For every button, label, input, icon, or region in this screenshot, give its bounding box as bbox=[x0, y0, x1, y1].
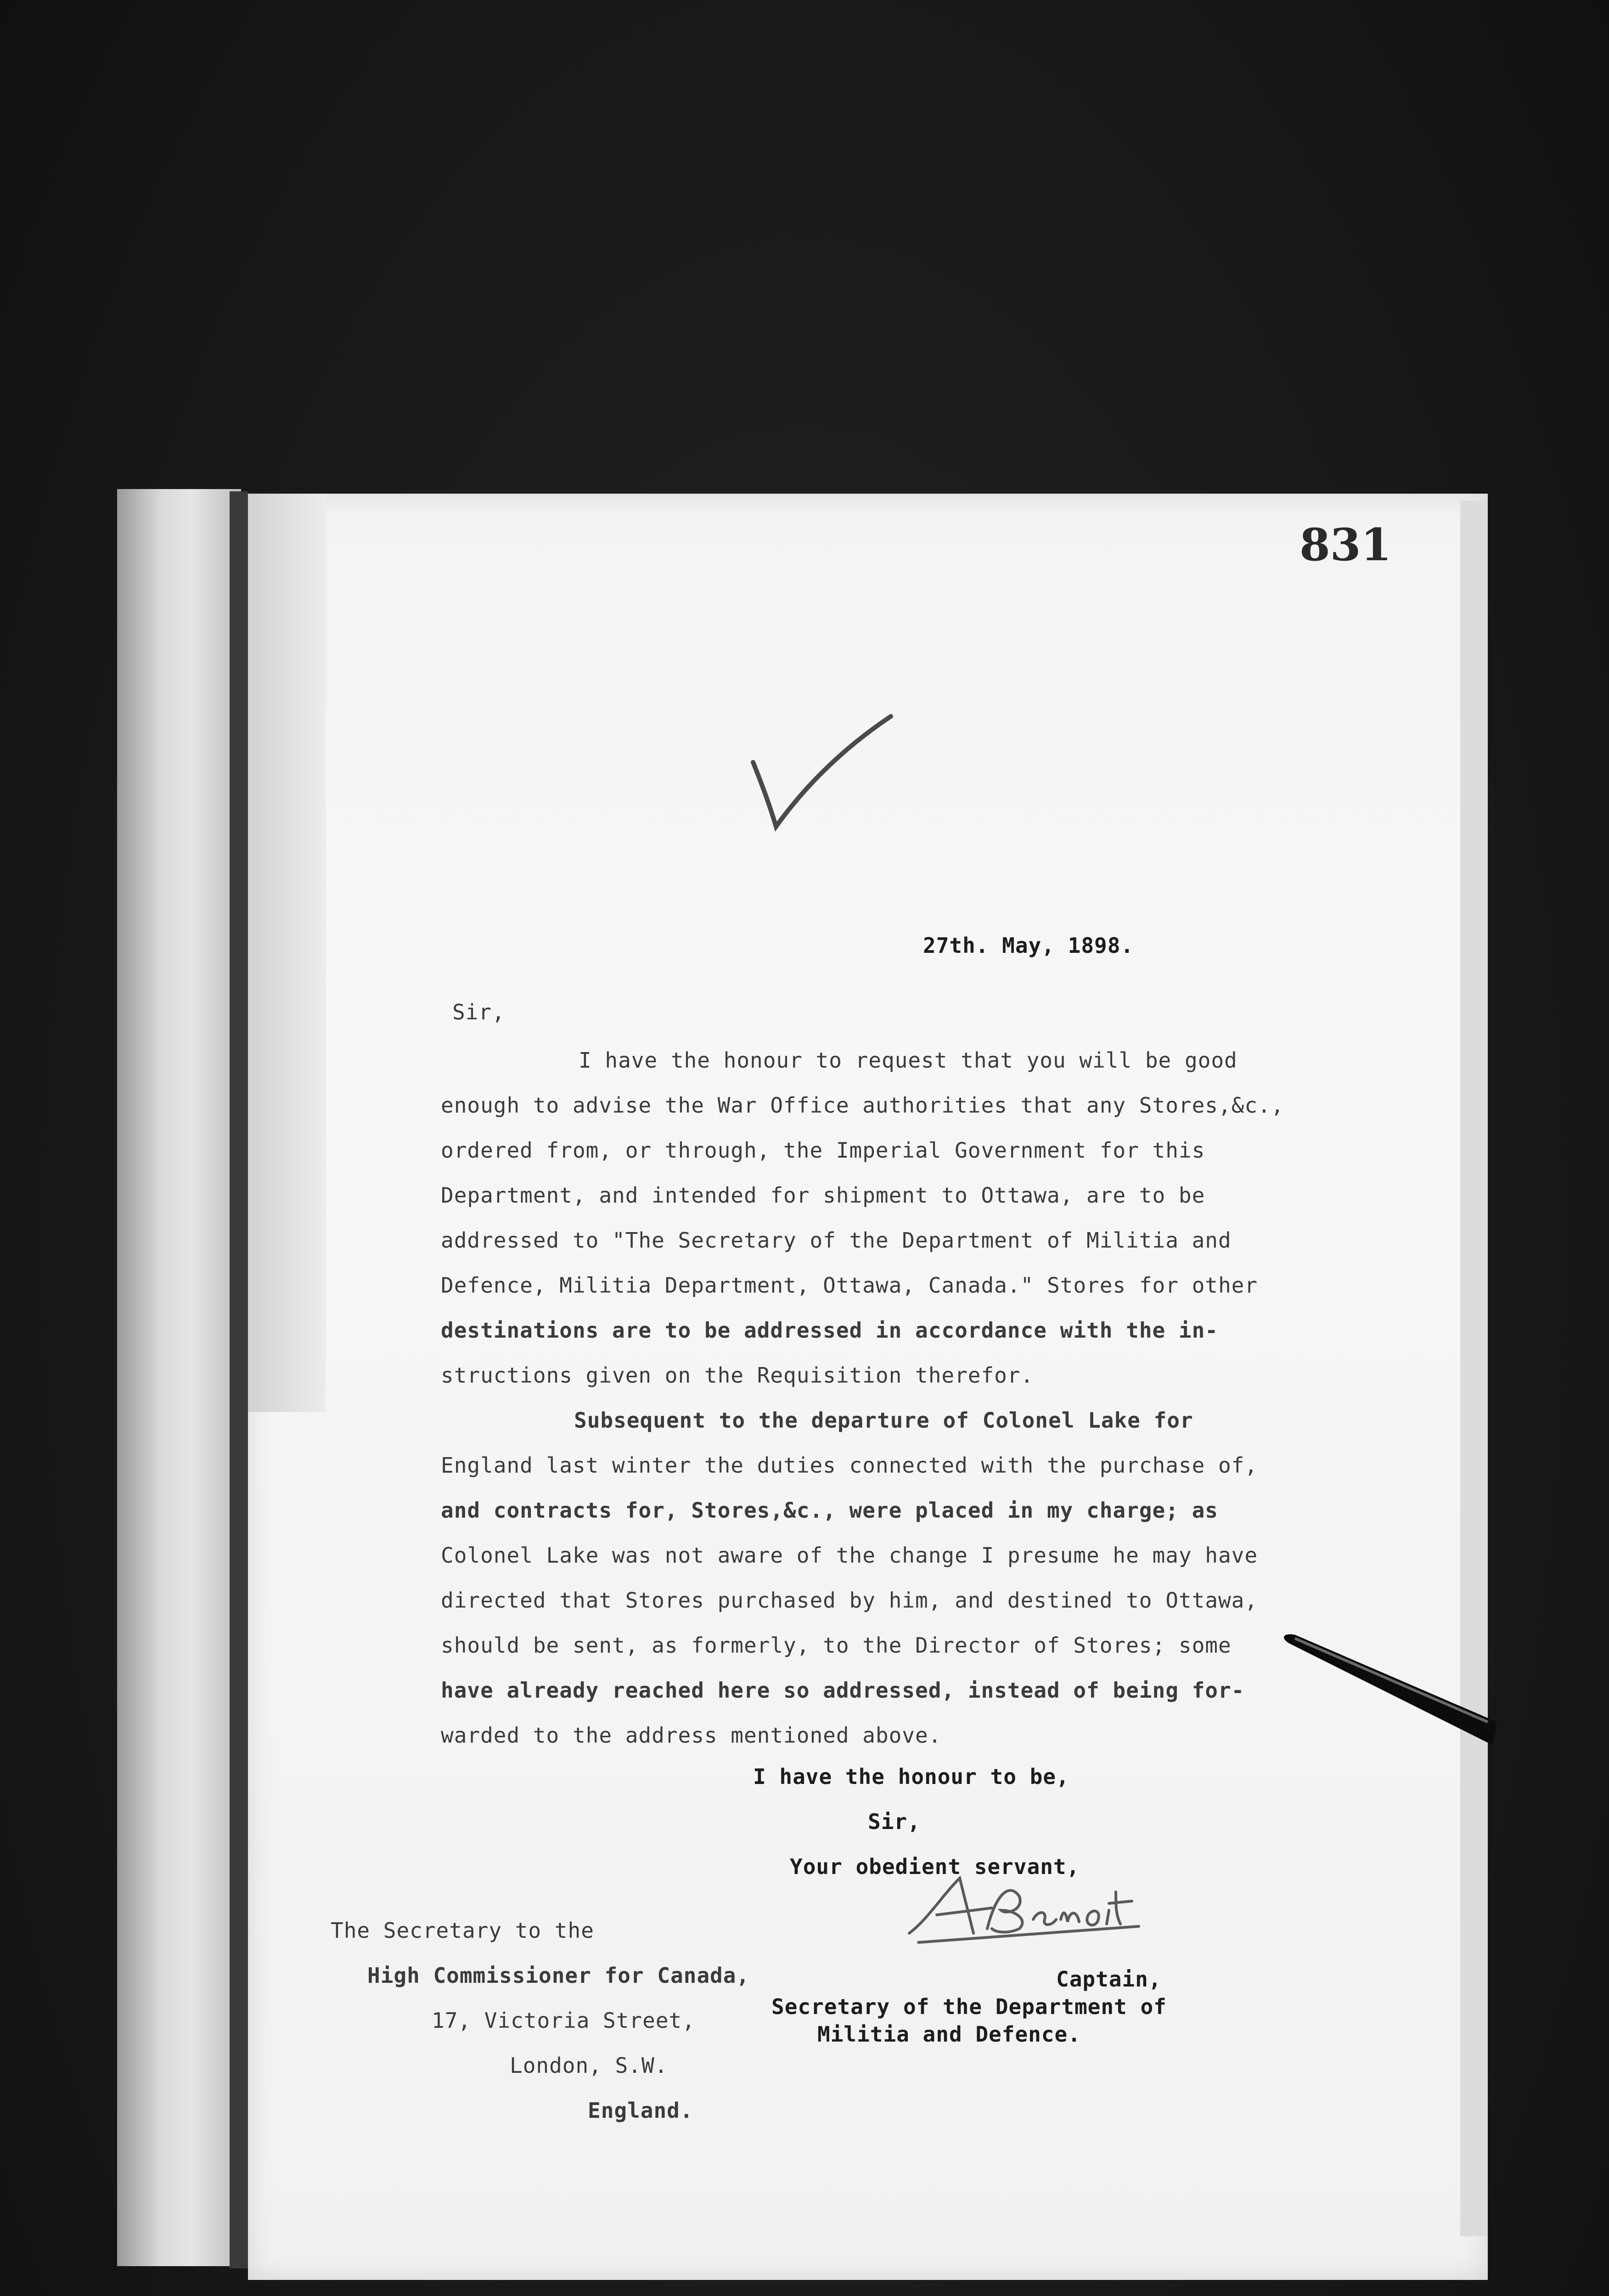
page-gutter bbox=[230, 491, 248, 2268]
body-line: Department, and intended for shipment to Ottawa, are to be bbox=[441, 1183, 1205, 1208]
body-line: should be sent, as formerly, to the Director of Stores; some bbox=[441, 1633, 1232, 1658]
address-line: 17, Victoria Street, bbox=[432, 2008, 695, 2033]
page-right-edge bbox=[1460, 501, 1488, 2236]
letter-date: 27th. May, 1898. bbox=[923, 933, 1134, 958]
body-line: and contracts for, Stores,&c., were placed in my charge; as bbox=[441, 1498, 1218, 1523]
body-line: I have the honour to request that you will be good bbox=[579, 1048, 1238, 1073]
body-line: directed that Stores purchased by him, and destined to Ottawa, bbox=[441, 1588, 1258, 1613]
folio-number: 831 bbox=[1300, 519, 1392, 571]
checkmark-icon bbox=[744, 712, 900, 840]
address-line: High Commissioner for Canada, bbox=[367, 1963, 750, 1988]
body-line: have already reached here so addressed, instead of being for- bbox=[441, 1678, 1245, 1703]
page-fold-shadow bbox=[248, 494, 326, 1412]
address-line: London, S.W. bbox=[510, 2053, 668, 2078]
signatory-title bbox=[771, 1965, 1167, 2048]
rank: Captain, bbox=[1056, 1967, 1162, 1992]
adjacent-page-strip bbox=[117, 489, 241, 2266]
closing-line: Sir, bbox=[868, 1809, 921, 1834]
body-line: warded to the address mentioned above. bbox=[441, 1723, 942, 1748]
address-line: The Secretary to the bbox=[331, 1918, 594, 1943]
salutation: Sir, bbox=[452, 1000, 505, 1024]
title-line: Militia and Defence. bbox=[817, 2022, 1081, 2047]
body-line: England last winter the duties connected with the purchase of, bbox=[441, 1453, 1258, 1478]
letter-body bbox=[441, 1038, 1405, 1758]
body-line: addressed to "The Secretary of the Department of Militia and bbox=[441, 1228, 1232, 1253]
recipient-address bbox=[331, 1908, 749, 2133]
body-line: ordered from, or through, the Imperial Government for this bbox=[441, 1138, 1205, 1163]
body-line: Colonel Lake was not aware of the change I presume he may have bbox=[441, 1543, 1258, 1568]
body-line: structions given on the Requisition therefor. bbox=[441, 1363, 1034, 1388]
title-line: Secretary of the Department of bbox=[771, 1994, 1167, 2019]
body-line: Defence, Militia Department, Ottawa, Canada." Stores for other bbox=[441, 1273, 1258, 1298]
body-line: Subsequent to the departure of Colonel Lake for bbox=[574, 1408, 1193, 1433]
closing-line: I have the honour to be, bbox=[753, 1764, 1069, 1789]
pen-icon bbox=[1277, 1616, 1534, 1782]
signature bbox=[900, 1864, 1157, 1952]
closing-line: Your obedient servant, bbox=[790, 1854, 1080, 1879]
body-line: enough to advise the War Office authorities that any Stores,&c., bbox=[441, 1093, 1284, 1118]
address-line: England. bbox=[588, 2098, 693, 2123]
body-line: destinations are to be addressed in accordance with the in- bbox=[441, 1318, 1218, 1343]
